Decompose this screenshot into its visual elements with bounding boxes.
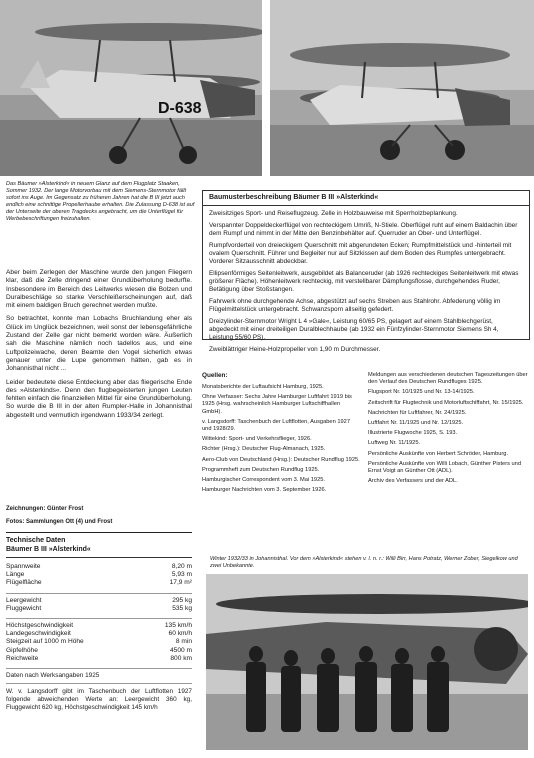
sources-left-column (202, 384, 360, 497)
source-item: Nachrichten für Luftfahrer, Nr. 24/1925. (368, 409, 467, 416)
article-body (6, 269, 192, 425)
langsdorff-note: W. v. Langsdorff gibt im Taschenbuch der Luftflotten 1927 folgende abweichenden Werte an: Leergewicht 360 kg, Fluggewicht 620 kg, Höchstgeschwindigkeit 145 km/h (6, 688, 192, 712)
table-row: Landegeschwindigkeit 60 km/h (6, 630, 192, 638)
spec-paragraph: Rumpfvorderteil von dreieckigem Querschnitt mit abgerundeten Ecken; Rumpfmittelstück und -hinterteil mit ovalem Querschnitt. Führer und Begleiter nur auf Sitzkissen auf dem Boden des Rumpfes untergebracht. Vorderer Sitzausschnitt abdeckbar. (209, 242, 512, 265)
source-item: Luftweg Nr. 11/1925. (368, 440, 421, 447)
source-item: Programmheft zum Deutschen Rundflug 1925. (202, 466, 320, 473)
table-row: Spannweite 8,20 m (6, 563, 192, 570)
table-row: Steigzeit auf 1000 m Höhe 8 min (6, 638, 192, 646)
table-row: Gipfelhöhe 4500 m (6, 646, 192, 654)
source-item: Persönliche Auskünfte von Herbert Schröder, Hamburg. (368, 450, 509, 457)
table-row: Fluggewicht 535 kg (6, 604, 192, 612)
source-item: Meldungen aus verschiedenen deutschen Tageszeitungen über den Verlauf des Deutschen Rundfluges 1925. (368, 372, 528, 386)
source-item: Flugsport Nr. 10/1925 und Nr. 13-14/1925. (368, 389, 475, 396)
table-row: Länge 5,93 m (6, 571, 192, 579)
photo-biplane-right (270, 0, 534, 176)
photo-group-with-aircraft (206, 574, 528, 750)
credit-drawings: Zeichnungen: Günter Frost (6, 506, 84, 512)
spec-paragraph: Verspannter Doppeldeckerflügel von rechteckigem Umriß, N-Stiele. Oberflügel ruht auf einem Baldachin über dem Rumpf und nimmt in der Mitte den Benzinbehälter auf. Querruder an Ober- und Unterflügel. (209, 222, 518, 237)
source-item: Zeitschrift für Flugtechnik und Motorluftschiffahrt, Nr. 15/1925. (368, 399, 524, 406)
source-item: Wittekind: Sport- und Verkehrsflieger, 1926. (202, 436, 312, 443)
performance-group (6, 618, 192, 663)
source-item: v. Langsdorff: Taschenbuch der Luftflotten, Ausgaben 1927 und 1928/29. (202, 418, 350, 433)
photo-biplane-left (0, 0, 262, 176)
spec-box (202, 190, 530, 353)
registration-marking: D-638 (158, 100, 202, 117)
tech-data-title: Technische Daten (6, 537, 66, 544)
source-item: Aero-Club von Deutschland (Hrsg.): Deutscher Rundflug 1925. (202, 456, 360, 463)
body-paragraph: So betrachtet, konnte man Lobachs Bruchlandung eher als Glück im Unglück bezeichnen, weil sonst der lebensgefährliche Zustand der Zelle gar nicht bemerkt worden wäre. Äußerlich sah die Maschine nämlich noch tadellos aus, und eine Luftpolizeiwache, deren Beamte den Vogel sicherlich etwas genauer unter die Lupe genommen hätten, gab es in Johannisthal nicht ... (6, 315, 192, 373)
source-item: Luftfahrt Nr. 11/1925 und Nr. 12/1925. (368, 420, 464, 427)
source-item: Persönliche Auskünfte von Willi Lobach, Günther Pisters und Ernst Voigt an Günther Ott (ADL). (368, 460, 522, 475)
source-item: Illustrierte Flugwoche 1925, S. 193. (368, 430, 458, 437)
credit-photos: Fotos: Sammlungen Ott (4) und Frost (6, 519, 113, 525)
spec-paragraph: Dreizylinder-Sternmotor Wright L 4 »Gale«, Leistung 60/65 PS, gelagert auf einem Stahlblechgerüst, abgedeckt mit einer dreiteiligen Duralblechhaube (ab 1932 ein Fünfzylinder-Sternmotor Siemens Sh 4, Leistung 55/60 PS). (209, 318, 499, 341)
body-paragraph: Aber beim Zerlegen der Maschine wurde den jungen Fliegern klar, daß die Zelle dringend einer Grundüberholung bedurfte. Insbesondere im Bereich des Leitwerks wiesen die Bolzen und Duralbeschläge so starke Verschleißerscheinungen auf, daß mit einem baldigen Bruch gerechnet werden mußte. (6, 269, 192, 310)
source-item: Richter (Hrsg.): Deutscher Flug-Almanach, 1925. (202, 446, 326, 453)
data-source-note: Daten nach Werksangaben 1925 (6, 668, 192, 684)
tech-data-subtitle: Bäumer B III »Alsterkind« (6, 545, 192, 558)
spec-paragraph: Fahrwerk ohne durchgehende Achse, abgestützt auf sechs Streben aus Stahlrohr. Abfederung völlig im Flügelmittelstück untergebracht. Schwanzsporn allseitig gefedert. (209, 298, 501, 313)
spec-paragraph: Zweisitziges Sport- und Reiseflugzeug. Zelle in Holzbauweise mit Sperrholzbeplankung. (209, 210, 458, 217)
sources-right-column (368, 372, 528, 488)
table-row: Reichweite 800 km (6, 654, 192, 662)
photo-caption-bottom: Winter 1932/33 in Johannisthal. Vor dem »Alsterkind« stehen v. l. n. r.: Willi Birr, Hans Potratz, Werner Zober, Siegelkow und zwei Unbekannte. (210, 556, 518, 569)
weights-group (6, 593, 192, 613)
table-row: Flügelfläche 17,9 m² (6, 579, 192, 587)
spec-paragraph: Zweiblättriger Heine-Holzpropeller von 1,90 m Durchmesser. (209, 346, 381, 353)
body-paragraph: Leider bedeutete diese Entdeckung aber das fliegerische Ende des »Alsterkinds«. Denn den flugbegeisterten jungen Leuten fehlten einfach die finanziellen Mittel für eine Grundüberholung. So wurde die B III in der alten Rumpler-Halle in Johannisthal abgestellt und vermutlich irgendwann 1933/34 zerlegt. (6, 378, 192, 419)
dimensions-group (6, 563, 192, 588)
spec-box-title: Baumusterbeschreibung Bäumer B III »Alsterkind« (203, 191, 529, 206)
source-item: Monatsberichte der Luftaufsicht Hamburg, 1925. (202, 384, 324, 390)
sources-heading: Quellen: (202, 372, 228, 379)
source-item: Hamburgischer Correspondent vom 3. Mai 1925. (202, 477, 325, 484)
tech-data-box (6, 532, 192, 751)
photo-caption-top: Das Bäumer »Alsterkind« in neuem Glanz auf dem Flugplatz Staaken, Sommer 1932. Der lange Motorvorbau mit dem Siemens-Sternmotor fällt sofort ins Auge. Im Gegensatz zu früheren Jahren hat die B III jetzt auch endlich eine schnittige Propellerhaube erhalten. Die Zulassung D-638 ist auf der Unterseite der oberen Tragdecks angebracht, um die Unterflügel für Werbebeschriftungen freizuhalten. (6, 181, 195, 222)
spec-paragraph: Ellipsenförmiges Seitenleitwerk, ausgebildet als Balanceruder (ab 1926 rechteckiges Seitenleitwerk mit etwas größerer Fläche). Höhenleitwerk rechteckig, mit verstellbarer Dämpfungsflosse, durchgehendes Ruder, Betätigung über Stoßstangen. (209, 270, 519, 293)
table-row: Leergewicht 295 kg (6, 596, 192, 604)
table-row: Höchstgeschwindigkeit 135 km/h (6, 622, 192, 630)
source-item: Ohne Verfasser: Sechs Jahre Hamburger Luftfahrt 1919 bis 1925 (Hrsg. wahrscheinlich Hamburger Luftschiffhallen GmbH). (202, 394, 352, 415)
source-item: Hamburger Nachrichten vom 3. September 1926. (202, 487, 327, 494)
source-item: Archiv des Verfassers und der ADL. (368, 478, 458, 485)
